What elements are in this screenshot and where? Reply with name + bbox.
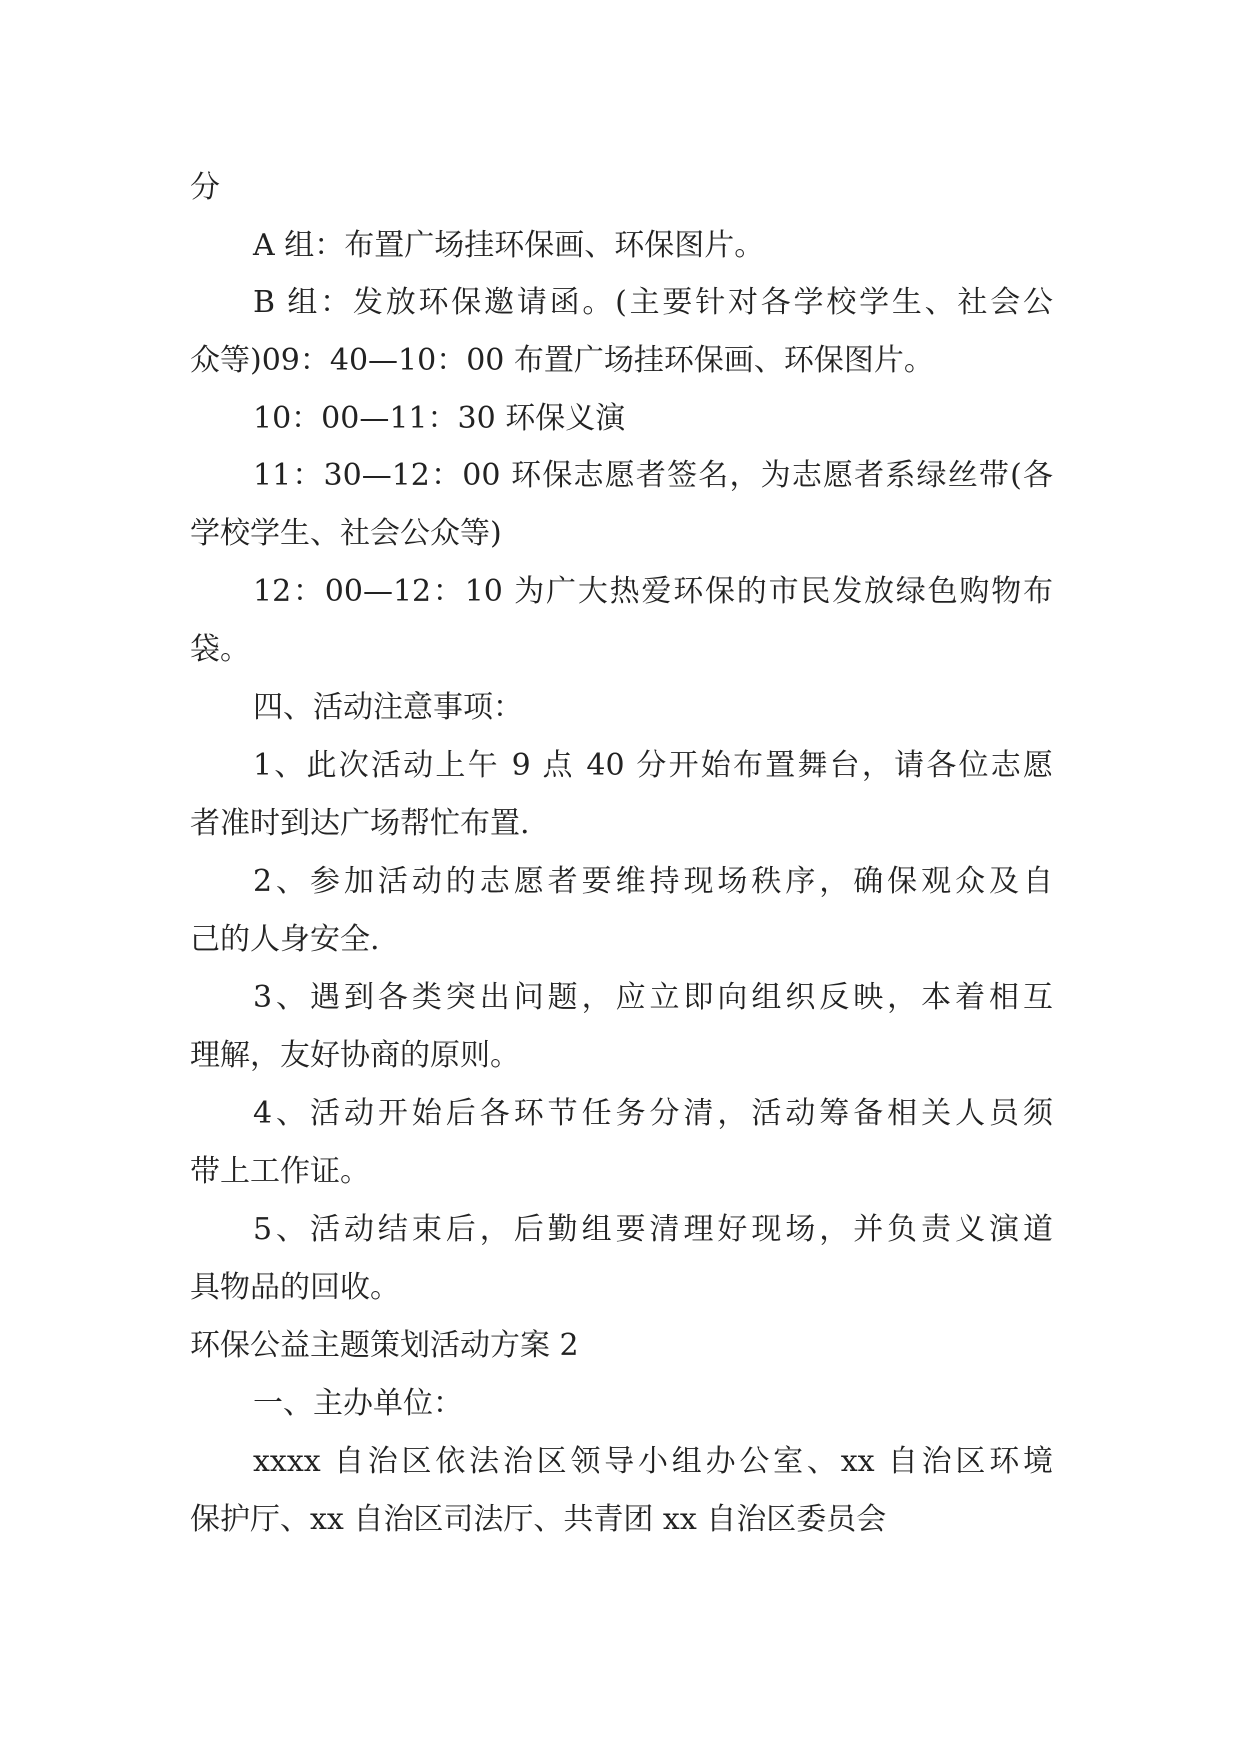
text-line-11: 1、此次活动上午 9 点 40 分开始布置舞台，请各位志愿: [253, 748, 1053, 783]
text-line-6: 11：30—12：00 环保志愿者签名，为志愿者系绿丝带(各: [253, 458, 1053, 493]
text-line-3: B 组：发放环保邀请函。(主要针对各学校学生、社会公: [253, 285, 1053, 320]
text-line-16: 理解，友好协商的原则。: [190, 1038, 520, 1073]
text-line-13: 2、参加活动的志愿者要维持现场秩序，确保观众及自: [253, 864, 1053, 899]
text-line-5: 10：00—11：30 环保义演: [253, 401, 626, 436]
text-line-20: 具物品的回收。: [190, 1270, 400, 1305]
text-line-15: 3、遇到各类突出问题，应立即向组织反映，本着相互: [253, 980, 1053, 1015]
text-line-22: 一、主办单位：: [253, 1386, 463, 1421]
text-line-24: 保护厅、xx 自治区司法厅、共青团 xx 自治区委员会: [190, 1502, 887, 1537]
text-line-17: 4、活动开始后各环节任务分清，活动筹备相关人员须: [253, 1096, 1053, 1131]
section-heading: 环保公益主题策划活动方案 2: [190, 1328, 579, 1363]
text-line-9: 袋。: [190, 632, 250, 667]
text-line-18: 带上工作证。: [190, 1154, 370, 1189]
text-line-7: 学校学生、社会公众等): [190, 516, 502, 551]
text-line-4: 众等)09：40—10：00 布置广场挂环保画、环保图片。: [190, 343, 934, 378]
text-line-14: 己的人身安全.: [190, 922, 380, 957]
text-line-19: 5、活动结束后，后勤组要清理好现场，并负责义演道: [253, 1212, 1053, 1247]
text-line-23: xxxx 自治区依法治区领导小组办公室、xx 自治区环境: [253, 1444, 1053, 1479]
text-line-10: 四、活动注意事项：: [253, 690, 523, 725]
text-line-12: 者准时到达广场帮忙布置.: [190, 806, 530, 841]
text-line-2: A 组：布置广场挂环保画、环保图片。: [253, 228, 765, 263]
text-line-1: 分: [190, 170, 220, 205]
text-line-8: 12：00—12：10 为广大热爱环保的市民发放绿色购物布: [253, 574, 1053, 609]
